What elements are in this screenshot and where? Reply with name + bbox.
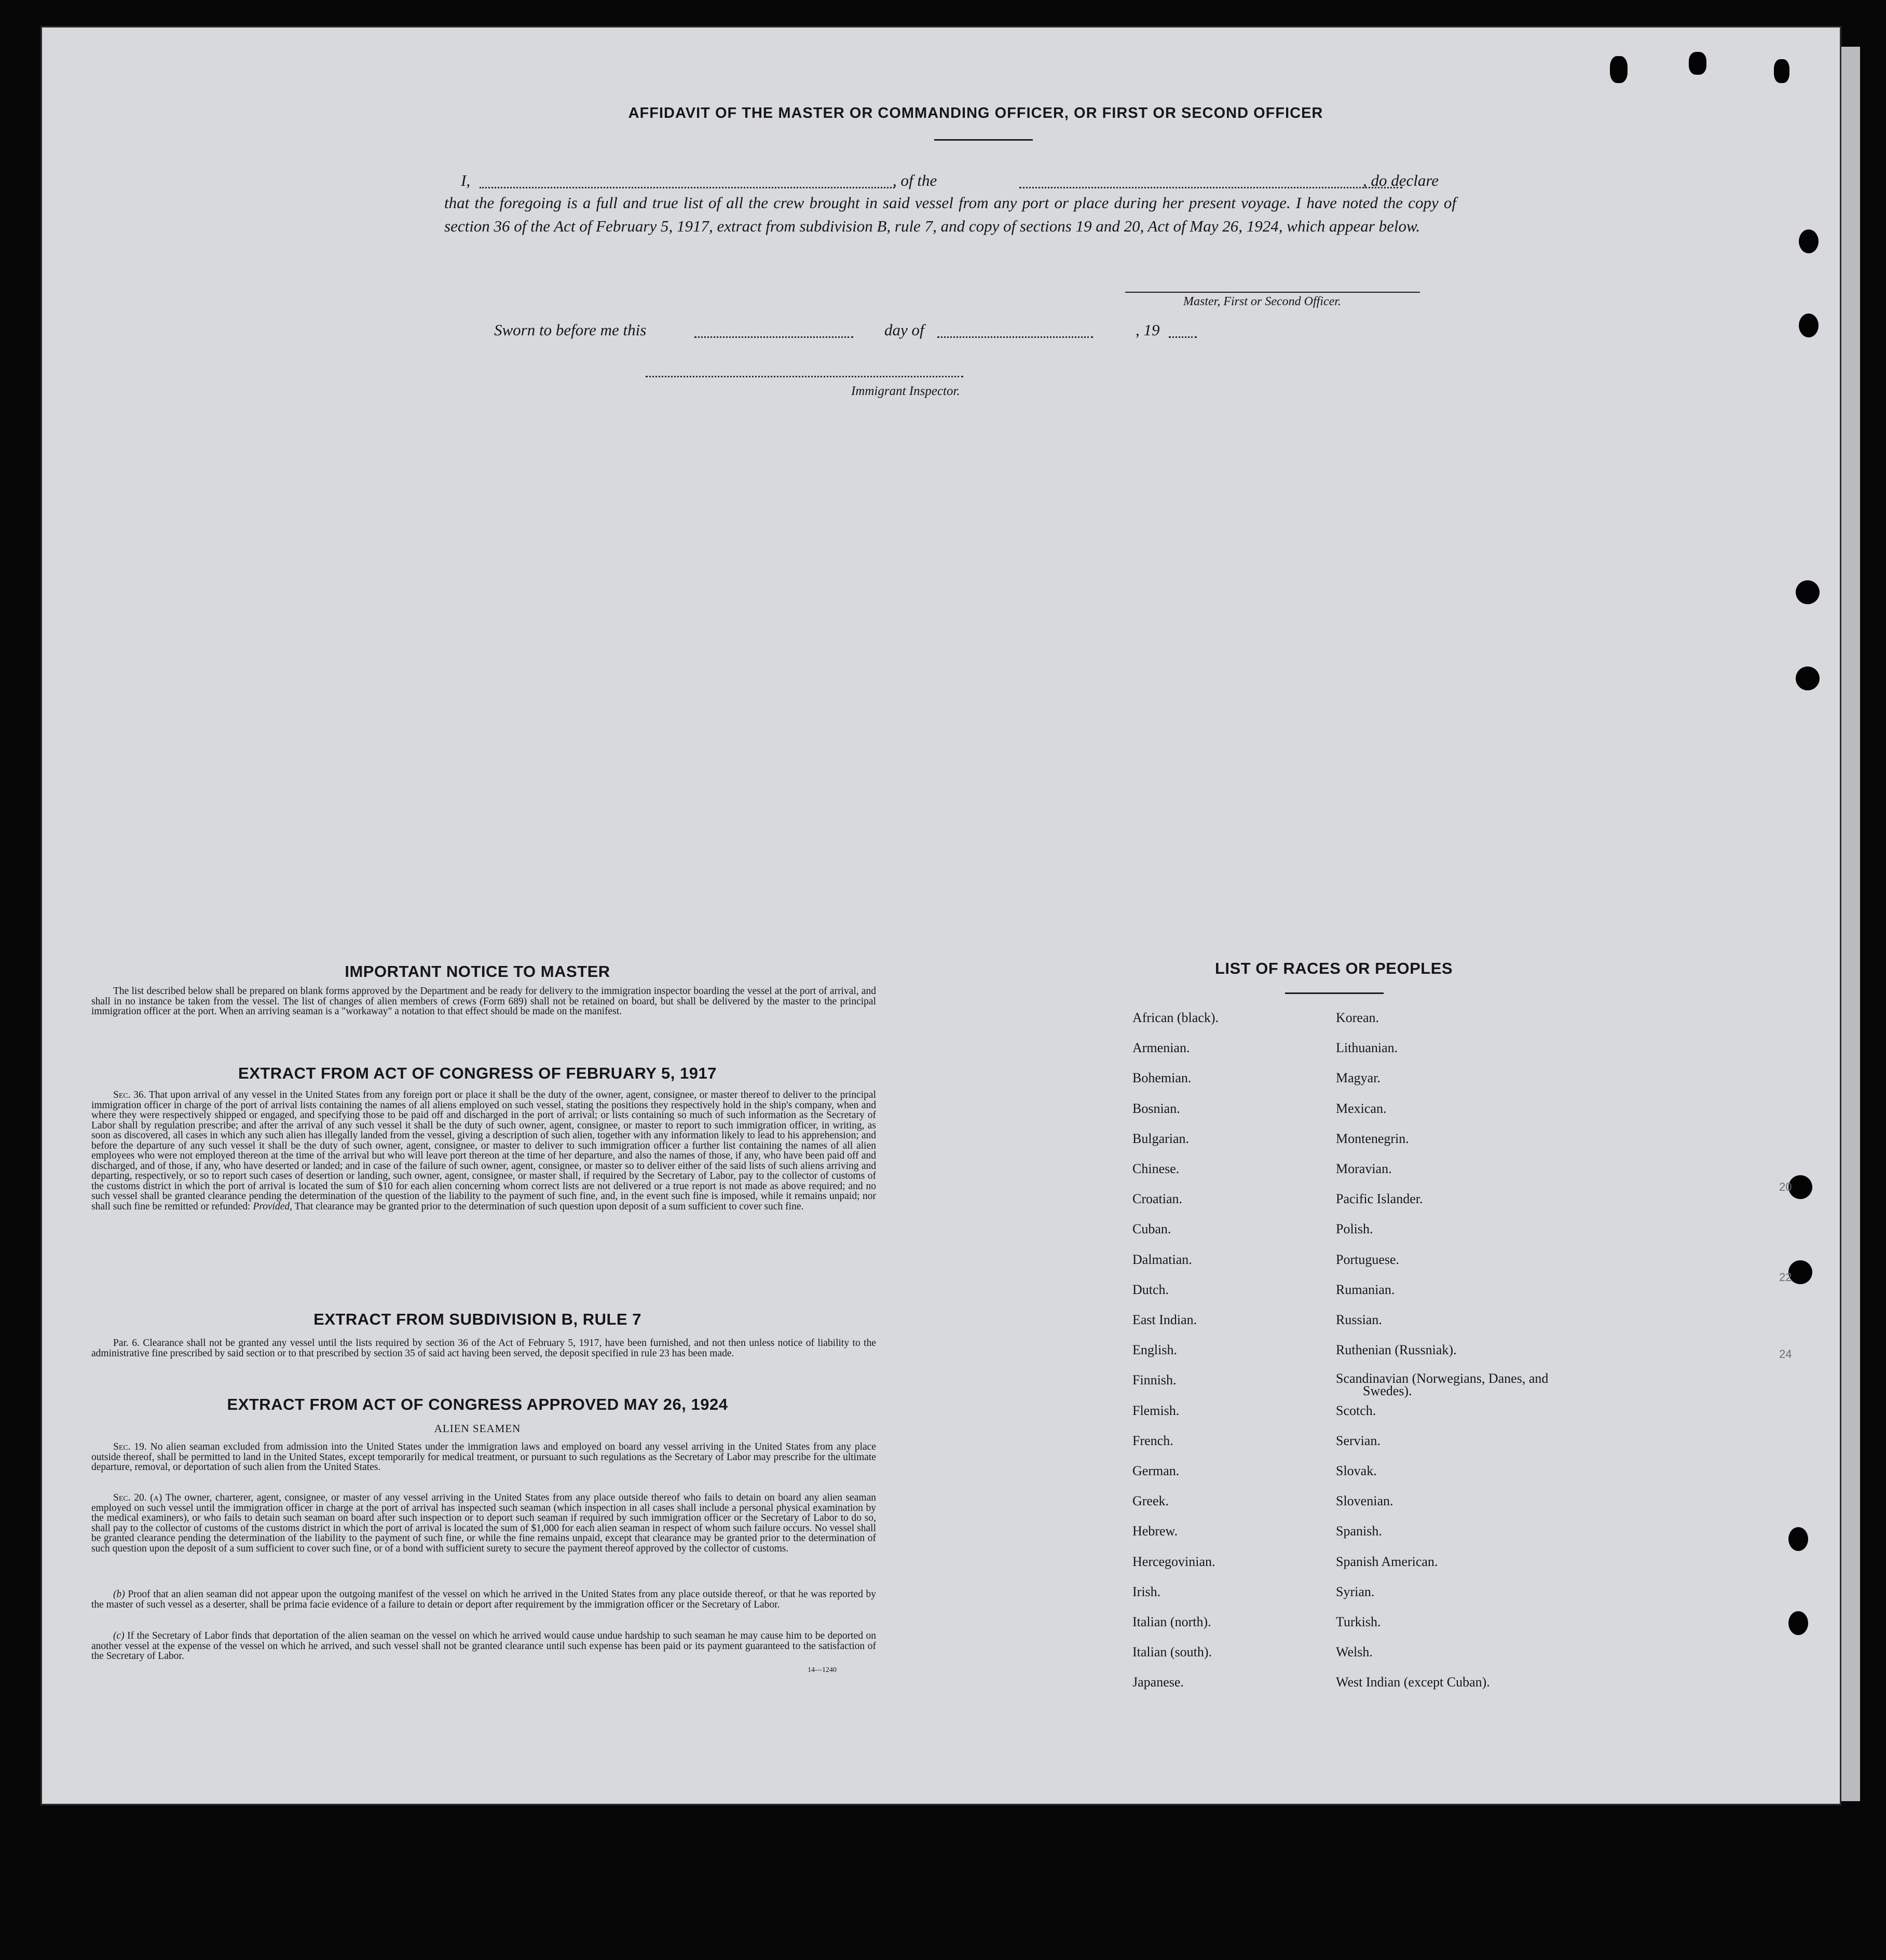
race-entry: Spanish.	[1336, 1523, 1382, 1539]
form-number: 14—1240	[808, 1666, 837, 1674]
notice-body: The list described below shall be prepared on blank forms approved by the Department and be ready for delivery to the immigration inspector boarding the vessel at the port of arrival, and shall in no instance be taken from the vessel. The list of changes of alien members of crews (Form 689) shall not be retained on board, but shall be delivered by the master to the principal immigration officer at the port. When an arriving seaman is a "workaway" a notation to that effect should be made on the manifest.	[91, 986, 876, 1017]
extract-1924-sec20a-block	[91, 1493, 876, 1554]
race-entry: Bulgarian.	[1132, 1131, 1190, 1146]
sec20c-label: (c)	[113, 1630, 125, 1641]
extract-1917-proviso-label: Provided,	[253, 1201, 292, 1212]
sec20a-text: The owner, charterer, agent, consignee, or master of any vessel arriving in the United States from any place outside thereof who fails to detain on board any alien seaman employed on such vessel until the immigration officer in charge at the port of arrival has inspected such seaman (which inspection in all cases shall include a personal physical examination by the medical examiners), or who fails to detain such seaman on board after such inspection or to deport such seaman if required by such immigration officer or the Secretary of Labor to do so, shall pay to the collector of customs of the customs district in which the port of arrival is located the sum of $1,000 for each alien seaman in respect of whom such failure occurs. No vessel shall be granted clearance pending the determination of the liability to the payment of such fine, or while the fine remains unpaid, except that clearance may be granted prior to the determination of such question upon the deposit of a sum sufficient to cover such fine, or of a bond with sufficient surety to secure the payment thereof approved by the collector of customs.	[91, 1492, 876, 1554]
race-entry: Syrian.	[1336, 1584, 1375, 1599]
bleed-through-row-number: 20	[1779, 1180, 1792, 1193]
race-entry: Russian.	[1336, 1312, 1382, 1327]
bleed-through-row-number: 22	[1779, 1271, 1792, 1284]
race-entry: Turkish.	[1336, 1614, 1381, 1629]
race-entry: Spanish American.	[1336, 1554, 1438, 1569]
race-entry: African (black).	[1132, 1010, 1219, 1025]
sworn-prefix-label: Sworn to before me this	[494, 321, 647, 339]
race-entry: Italian (north).	[1132, 1614, 1211, 1629]
extract-1924-subtitle: ALIEN SEAMEN	[434, 1422, 521, 1435]
binder-hole	[1788, 1175, 1812, 1199]
race-entry: Magyar.	[1336, 1070, 1381, 1085]
race-entry: Chinese.	[1132, 1161, 1180, 1176]
race-entry: Polish.	[1336, 1221, 1373, 1236]
sec19-text: No alien seaman excluded from admission into the United States under the immigration laws and employed on board any vessel arriving in the United States from any place outside thereof, shall be permitted to land in the United States, except temporarily for medical treatment, or pursuant to such regulations as the Secretary of Labor may prescribe for the ultimate departure, removal, or deportation of such alien from the United States.	[91, 1441, 876, 1473]
races-title-rule	[1285, 992, 1384, 994]
race-entry: Slovak.	[1336, 1463, 1377, 1478]
races-title: LIST OF RACES OR PEOPLES	[1214, 959, 1453, 977]
binder-hole	[1774, 59, 1789, 83]
race-entry: Hercegovinian.	[1132, 1554, 1215, 1569]
extract-1917-title: EXTRACT FROM ACT OF CONGRESS OF FEBRUARY 5, 1917	[238, 1064, 717, 1082]
race-entry: English.	[1132, 1342, 1177, 1357]
inspector-signature-line[interactable]	[646, 376, 963, 377]
race-entry: Irish.	[1132, 1584, 1161, 1599]
race-entry: German.	[1132, 1463, 1180, 1478]
notice-title: IMPORTANT NOTICE TO MASTER	[345, 962, 610, 981]
affidavit-of-the-label: , of the	[893, 171, 937, 189]
binder-hole	[1799, 314, 1819, 337]
race-entry: Welsh.	[1336, 1644, 1373, 1659]
race-entry: French.	[1132, 1433, 1173, 1448]
race-entry: Pacific Islander.	[1336, 1191, 1423, 1206]
race-entry: Japanese.	[1132, 1675, 1184, 1690]
affidavit-vessel-field[interactable]	[1019, 187, 1402, 188]
race-entry: Greek.	[1132, 1493, 1169, 1508]
sec20b-text: Proof that an alien seaman did not appear upon the outgoing manifest of the vessel on which he arrived in the United States from any place outside thereof, or that he was reported by the master of such vessel as a deserter, shall be prima facie evidence of a failure to detain or deport after requirement by the immigration officer or the Secretary of Labor.	[91, 1589, 877, 1610]
race-entry: Korean.	[1336, 1010, 1379, 1025]
sworn-year-label: , 19	[1136, 321, 1160, 339]
race-entry: Croatian.	[1132, 1191, 1183, 1206]
race-entry: Montenegrin.	[1336, 1131, 1409, 1146]
extract-1924-sec19-block	[91, 1442, 876, 1473]
race-entry: Dutch.	[1132, 1282, 1169, 1297]
affidavit-title-rule	[934, 139, 1033, 141]
master-signature-line[interactable]	[1125, 292, 1420, 293]
bleed-through-row-number: 24	[1779, 1347, 1792, 1360]
race-entry: Flemish.	[1132, 1403, 1180, 1418]
race-entry: Ruthenian (Russniak).	[1336, 1342, 1457, 1357]
extract-1917-body: That upon arrival of any vessel in the United States from any foreign port or place it shall be the duty of the owner, agent, consignee, or master thereof to deliver to the principal immigration officer in charge of the port of arrival lists containing the names of all aliens employed on such vessel, stating the positions they respectively hold in the ship's company, when and where they were respectively shipped or engaged, and specifying those to be paid off and discharged in the port of arrival; or lists containing so much of such information as the Secretary of Labor shall by regulation prescribe; and after the arrival of any such vessel it shall be the duty of such owner, agent, consignee, or master to report to such immigration officer, in writing, as soon as discovered, all cases in which any such alien has illegally landed from the vessel, giving a description of such alien, together with any information likely to lead to his apprehension; and before the departure of any such vessel it shall be the duty of such owner, agent, consignee, or master to deliver to such immigration officer a further list containing the names of all alien employees who were not employed thereon at the time of the arrival but who will leave port thereon at the time of her departure, and also the names of those, if any, who have been paid off and discharged, and of those, if any, who have deserted or landed; and in case of the failure of such owner, agent, consignee, or master so to deliver either of the said lists of such aliens arriving and departing, respectively, or so to report such cases of desertion or landing, such owner, agent, consignee, or master shall, if required by the Secretary of Labor, pay to the collector of customs of the customs district in which the port of arrival is located the sum of $10 for each alien concerning whom correct lists are not delivered or a true report is not made as above required; and no such vessel shall be granted clearance pending the determination of the question of the liability to the payment of such fine, and, in the event such fine is imposed, while it remains unpaid; nor shall such fine be remitted or refunded:	[91, 1090, 876, 1212]
race-entry: Dalmatian.	[1132, 1252, 1192, 1267]
extract-1917-body-block	[91, 1090, 876, 1212]
extract-1924-sec20b-block	[91, 1589, 876, 1610]
rule7-body: Par. 6. Clearance shall not be granted any vessel until the lists required by section 36 of the Act of February 5, 1917, have been furnished, and not then unless notice of liability to the administrative fine prescribed by said section or to that prescribed by section 35 of said act having been served, the deposit specified in rule 23 has been made.	[91, 1338, 876, 1359]
race-entry: Finnish.	[1132, 1372, 1177, 1387]
race-entry: Hebrew.	[1132, 1523, 1178, 1539]
race-entry: Bohemian.	[1132, 1070, 1192, 1085]
master-signature-caption: Master, First or Second Officer.	[1183, 295, 1341, 308]
sec19-label: Sec. 19.	[113, 1441, 147, 1452]
sworn-month-field[interactable]	[937, 336, 1093, 338]
affidavit-name-field[interactable]	[480, 187, 895, 188]
extract-1924-sec20c-block	[91, 1631, 876, 1662]
sec20a-label: Sec. 20. (a)	[113, 1492, 162, 1503]
binder-hole	[1796, 580, 1820, 604]
inspector-caption: Immigrant Inspector.	[851, 384, 960, 398]
underlying-page-edge	[1841, 47, 1860, 1801]
affidavit-do-declare-label: , do declare	[1363, 171, 1439, 189]
binder-hole	[1689, 52, 1706, 75]
binder-hole	[1799, 229, 1819, 253]
sworn-line	[494, 321, 1221, 344]
race-entry: Scandinavian (Norwegians, Danes, and Swedes).	[1336, 1371, 1549, 1398]
extract-1924-title: EXTRACT FROM ACT OF CONGRESS APPROVED MAY 26, 1924	[227, 1395, 728, 1413]
race-entry: Slovenian.	[1336, 1493, 1393, 1508]
race-entry: Portuguese.	[1336, 1252, 1400, 1267]
race-entry: Bosnian.	[1132, 1101, 1180, 1116]
rule7-title: EXTRACT FROM SUBDIVISION B, RULE 7	[313, 1310, 641, 1328]
binder-hole	[1788, 1611, 1808, 1635]
extract-1917-sec-label: Sec. 36.	[113, 1090, 146, 1100]
binder-hole	[1610, 56, 1628, 83]
affidavit-i-label: I,	[461, 171, 471, 189]
race-entry: Servian.	[1336, 1433, 1381, 1448]
binder-hole	[1788, 1527, 1808, 1551]
race-entry: Cuban.	[1132, 1221, 1171, 1236]
sworn-day-of-label: day of	[884, 321, 924, 339]
extract-1917-proviso: That clearance may be granted prior to the determination of such question upon deposit of a sum sufficient to cover such fine.	[294, 1201, 804, 1212]
race-entry: Lithuanian.	[1336, 1040, 1398, 1055]
race-entry: Armenian.	[1132, 1040, 1190, 1055]
binder-hole	[1788, 1260, 1812, 1284]
binder-hole	[1796, 666, 1820, 690]
sec20b-label: (b)	[113, 1589, 125, 1600]
race-entry: West Indian (except Cuban).	[1336, 1675, 1490, 1690]
sworn-day-field[interactable]	[694, 336, 853, 338]
race-entry: Mexican.	[1336, 1101, 1387, 1116]
race-entry: Scotch.	[1336, 1403, 1376, 1418]
affidavit-title: AFFIDAVIT OF THE MASTER OR COMMANDING OFFICER, OR FIRST OR SECOND OFFICER	[628, 105, 1323, 121]
race-entry: Rumanian.	[1336, 1282, 1395, 1297]
sworn-year-field[interactable]	[1169, 336, 1197, 338]
affidavit-body: that the foregoing is a full and true list of all the crew brought in said vessel from any port or place during her present voyage. I have noted the copy of section 36 of the Act of February 5, 1917, extract from subdivision B, rule 7, and copy of sections 19 and 20, Act of May 26, 1924, which appear below.	[444, 194, 1456, 235]
race-entry: Italian (south).	[1132, 1644, 1212, 1659]
race-entry: Moravian.	[1336, 1161, 1392, 1176]
sec20c-text: If the Secretary of Labor finds that deportation of the alien seaman on the vessel on which he arrived would cause undue hardship to such seaman he may cause him to be deported on another vessel at the expense of the vessel on which he arrived, and such vessel shall not be granted clearance until such expense has been paid or its payment guaranteed to the satisfaction of the Secretary of Labor.	[91, 1630, 876, 1662]
race-entry: East Indian.	[1132, 1312, 1197, 1327]
